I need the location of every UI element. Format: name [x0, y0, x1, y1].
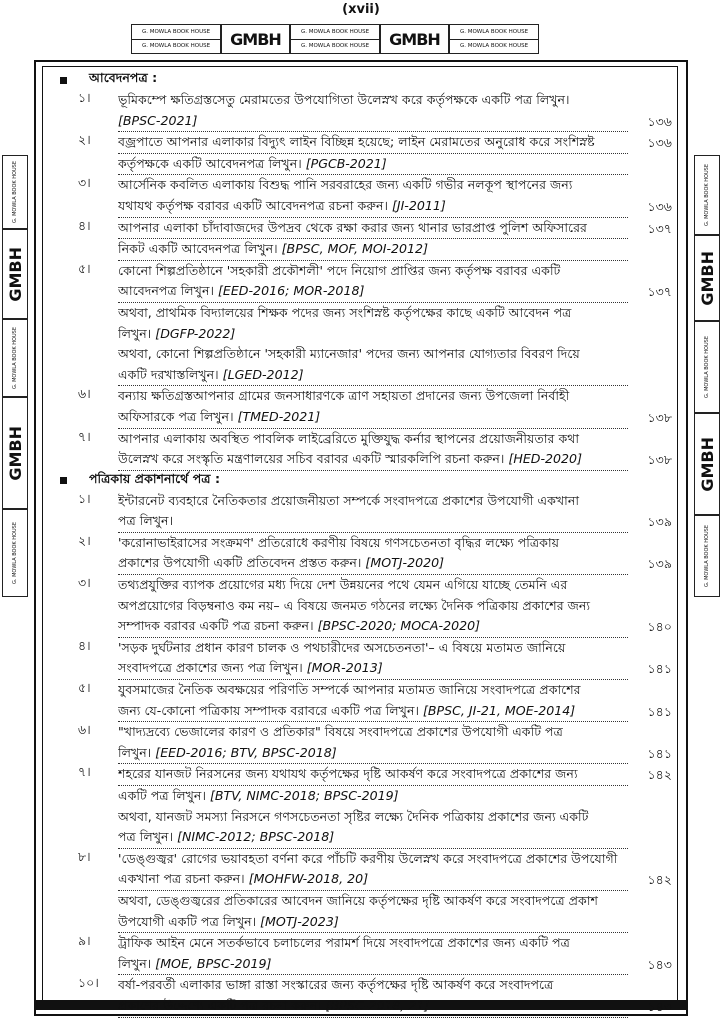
item-text-line: একখানা পত্র রচনা করুন। [MOHFW-2018, 20]	[118, 869, 628, 891]
section-heading	[54, 471, 672, 491]
page-ref: ১৪৩	[647, 998, 672, 1014]
page-ref: ১৩৯	[647, 556, 672, 572]
exam-citation: [LGED-2012]	[222, 366, 304, 382]
item-text-line: জন্য যে-কোনো পত্রিকায় সম্পাদক বরাবরে একটি পত্র লিখুন। [BPSC, JI-21, MOE-2014]	[118, 701, 628, 723]
item-text-line: সংবাদপত্রে প্রকাশের জন্য পত্র লিখুন। [MOR-2013]	[118, 658, 628, 680]
section-title: আবেদনপত্র :	[89, 70, 158, 85]
list-item	[54, 849, 672, 933]
right-brand-strip: G. MOWLA BOOK HOUSE GMBH G. MOWLA BOOK HOUSE GMBH G. MOWLA BOOK HOUSE	[694, 155, 720, 597]
item-text-line: শহরের যানজট নিরসনের জন্য যথাযথ কর্তৃপক্ষের দৃষ্টি আকর্ষণ করে সংবাদপত্রে প্রকাশের জন্য	[118, 764, 628, 786]
item-number: ১।	[78, 90, 91, 105]
item-text-line: 'করোনাভাইরাসের সংক্রমণ' প্রতিরোধে করণীয় বিষয়ে গণসচেতনতা বৃদ্ধির লক্ষ্যে পত্রিকায়	[118, 534, 560, 550]
page-number: (xvii)	[342, 2, 380, 17]
item-text-line: একটি দরখাস্তলিখুন। [LGED-2012]	[118, 365, 628, 387]
exam-citation: [BPSC-2021]	[118, 112, 198, 128]
item-text-line: উলেস্নখ করে সংস্কৃতি মন্ত্রণালয়ের সচিব বরাবর একটি স্মারকলিপি রচনা করুন। [HED-2020]	[118, 449, 628, 471]
item-text-line: বন্যায় ক্ষতিগ্রস্তআপনার গ্রামের জনসাধারণকে ত্রাণ সহায়তা প্রদানের জন্য উপজেলা নির্বাহী	[118, 388, 570, 404]
item-text-line: একটি পত্র লিখুন। [BTV, NIMC-2018; BPSC-2019]	[118, 788, 399, 803]
page-ref: ১৩৭	[647, 284, 672, 300]
brand-label-box: G. MOWLA BOOK HOUSE G. MOWLA BOOK HOUSE	[290, 24, 380, 54]
page-ref: ১৪১	[647, 745, 672, 761]
item-text-line: আর্সেনিক কবলিত এলাকায় বিশুদ্ধ পানি সরবরাহের জন্য একটি গভীর নলকূপ স্থাপনের জন্য	[118, 177, 573, 193]
list-item	[54, 533, 672, 575]
item-number: ৪।	[78, 637, 91, 653]
item-number: ২।	[78, 532, 91, 548]
item-number: ৭।	[78, 428, 91, 444]
item-text-line: উপযোগী একটি পত্র লিখুন। [MOTJ-2023]	[118, 912, 628, 934]
page-ref: ১৪৩	[647, 956, 672, 972]
exam-citation: [MOHFW-2018, 20]	[248, 871, 369, 887]
list-item	[54, 90, 672, 132]
item-text-line: লিখুন। [DGFP-2022]	[118, 325, 236, 341]
item-text-line: যুবসমাজের নৈতিক অবক্ষয়ের পরিণতি সম্পর্কে আপনার মতামত জানিয়ে সংবাদপত্রে প্রকাশের	[118, 682, 581, 698]
item-text-line: প্রকাশের উপযোগী একটি প্রতিবেদন প্রস্তত করুন। [MOTJ-2020]	[118, 553, 628, 575]
page-ref: ১৪১	[647, 661, 672, 677]
item-text-line: অথবা, যানজট সমস্যা নিরসনে গণসচেতনতা সৃষ্টির লক্ষ্যে দৈনিক পত্রিকায় প্রকাশের জন্য একটি	[118, 808, 589, 824]
exam-citation: [BPSC, MOF, MOI-2012]	[281, 241, 428, 257]
item-text-line: ভূমিকম্পে ক্ষতিগ্রস্তসেতু মেরামতের উপযোগিতা উলেস্নখ করে কর্তৃপক্ষকে একটি পত্র লিখুন।	[118, 92, 570, 107]
item-text-line: 'সড়ক দুর্ঘটনার প্রধান কারণ চালক ও পথচারীদের অসচেতনতা'– এ বিষয়ে মতামত জানিয়ে	[118, 639, 566, 655]
item-text-line: আবেদনপত্র লিখুন। [EED-2016; MOR-2018]	[118, 281, 628, 303]
list-item	[54, 218, 672, 261]
exam-citation: [MOTJ-2020]	[365, 555, 445, 571]
list-item	[54, 261, 672, 387]
item-text-line: লিখুন। [MOE, BPSC-2019]	[118, 954, 628, 976]
brand-label-box: G. MOWLA BOOK HOUSE G. MOWLA BOOK HOUSE	[449, 24, 539, 54]
item-number: ৬।	[78, 386, 91, 402]
list-item	[54, 429, 672, 471]
item-number: ৫।	[78, 260, 91, 276]
section-heading	[54, 70, 672, 90]
exam-citation: [HED-2020]	[508, 451, 582, 467]
item-text-line: অথবা, প্রাথমিক বিদ্যালয়ের শিক্ষক পদের জন্য সংশিস্নষ্ট কর্তৃপক্ষের কাছে একটি আবেদন পত্র	[118, 304, 572, 320]
item-text-line: 'ডেঙ্গুজ্বর' রোগের ভয়াবহতা বর্ণনা করে পাঁচটি করণীয় উলেস্নখ করে সংবাদপত্রে প্রকাশের উপযোগী	[118, 850, 618, 866]
list-item	[54, 386, 672, 428]
list-item	[54, 722, 672, 764]
exam-citation: [JI-2011]	[391, 197, 446, 213]
item-number: ৭।	[78, 764, 91, 780]
list-item	[54, 175, 672, 217]
item-text-line: নিকট একটি আবেদনপত্র লিখুন। [BPSC, MOF, MOI-2012]	[118, 239, 628, 261]
item-text-line: কোনো শিল্পপ্রতিষ্ঠানে 'সহকারী প্রকৌশলী' পদে নিয়োগ প্রাপ্তির জন্য কর্তৃপক্ষ বরাবর একটি	[118, 262, 561, 278]
list-item	[54, 764, 672, 848]
item-text-line: পত্র লিখুন। [NIMC-2012; BPSC-2018]	[118, 827, 628, 849]
page-ref: ১৩৮	[647, 409, 672, 425]
list-item	[54, 680, 672, 722]
page-ref: ১৪২	[647, 872, 672, 888]
item-text-line: লিখুন। [EED-2016; BTV, BPSC-2018]	[118, 743, 628, 765]
item-text-line: যথাযথ কর্তৃপক্ষ বরাবর একটি আবেদনপত্র রচনা করুন। [JI-2011]	[118, 196, 628, 218]
item-number: ৫।	[78, 680, 91, 696]
exam-citation: [BPSC, JI-21, MOE-2014]	[422, 702, 576, 718]
item-text-line: অফিসারকে পত্র লিখুন। [TMED-2021]	[118, 407, 628, 429]
list-item	[54, 638, 672, 680]
list-item	[54, 575, 672, 638]
item-number: ১।	[78, 490, 91, 506]
item-text-line: বর্ষা-পরবর্তী এলাকার ভাঙ্গা রাস্তা সংস্কারের জন্য কর্তৃপক্ষের দৃষ্টি আকর্ষণ করে সংবাদপত্রে	[118, 977, 554, 993]
brand-logo: GMBH	[221, 24, 290, 54]
list-item	[54, 933, 672, 975]
exam-citation: [BTV, NIMC-2018; BPSC-2019]	[209, 788, 399, 803]
contents-list	[54, 70, 672, 1018]
page-ref: ১৩৬	[647, 113, 672, 129]
exam-citation: [MOR-2013]	[306, 660, 383, 676]
item-text-line: আপনার এলাকায় অবস্থিত পাবলিক লাইব্রেরিতে মুক্তিযুদ্ধ কর্নার স্থাপনের প্রয়োজনীয়তার কথা	[118, 430, 580, 446]
page-ref: ১৩৮	[647, 452, 672, 468]
item-text-line: ট্রাফিক আইন মেনে সতর্কভাবে চলাচলের পরামর্শ দিয়ে সংবাদপত্রে প্রকাশের জন্য একটি পত্র	[118, 935, 570, 951]
item-text-line: কর্তৃপক্ষকে একটি আবেদনপত্র লিখুন। [PGCB-2021]	[118, 154, 628, 176]
exam-citation: [EED-2016; BTV, BPSC-2018]	[155, 744, 337, 760]
item-text-line: আপনার এলাকা চাঁদাবাজদের উপদ্রব থেকে রক্ষা করার জন্য থানার ভারপ্রাপ্ত পুলিশ অফিসারের	[118, 218, 628, 240]
exam-citation: [PGCB-2021]	[305, 155, 387, 171]
item-text-line: পত্র লিখুন।	[118, 511, 628, 533]
item-text-line: ইন্টারনেট ব্যবহারে নৈতিকতার প্রয়োজনীয়তা সম্পর্কে সংবাদপত্রে প্রকাশের উপযোগী একখানা	[118, 492, 579, 508]
item-number: ১০।	[78, 975, 99, 991]
header-brand-bar	[131, 24, 593, 54]
square-bullet-icon	[60, 477, 67, 484]
item-text-line: অপপ্রয়োগের বিড়ম্বনাও কম নয়– এ বিষয়ে জনমত গঠনের লক্ষ্যে দৈনিক পত্রিকায় প্রকাশের জন্য	[118, 597, 591, 613]
item-text-line: তথ্যপ্রযুক্তির ব্যাপক প্রয়োগের মধ্য দিয়ে দেশ উন্নয়নের পথে যেমন এগিয়ে যাচ্ছে তেমনি এর	[118, 577, 568, 593]
list-item	[54, 491, 672, 533]
exam-citation: [MOE, BPSC-2019]	[155, 955, 272, 971]
item-number: ৮।	[78, 848, 91, 864]
exam-citation: [EED-2016; MOR-2018]	[217, 283, 365, 299]
exam-citation: [BPSC-2018, 21]	[325, 997, 430, 1013]
item-text-line: "খাদ্যদ্রব্যে ভেজালের কারণ ও প্রতিকার" বিষয়ে সংবাদপত্রে প্রকাশের উপযোগী একটি পত্র	[118, 724, 563, 740]
page-ref: ১৩৭	[647, 220, 672, 236]
page-ref: ১৩৬	[647, 135, 672, 151]
exam-citation: [TMED-2021]	[237, 408, 321, 424]
exam-citation: [MOTJ-2023]	[260, 913, 339, 929]
item-text-line	[118, 111, 628, 133]
item-number: ৩।	[78, 575, 91, 591]
square-bullet-icon	[60, 77, 67, 84]
section-title: পত্রিকায় প্রকাশনার্থে পত্র :	[89, 470, 220, 486]
item-text-line: সম্পাদক বরাবর একটি পত্র রচনা করুন। [BPSC-2020; MOCA-2020]	[118, 616, 628, 638]
item-text-line: অথবা, ডেঙ্গুজ্বরের প্রতিকারের আবেদন জানিয়ে কর্তৃপক্ষের দৃষ্টি আকর্ষণ করে সংবাদপত্রে প্রকাশ	[118, 892, 598, 908]
page-ref: ১৪২	[647, 767, 672, 783]
item-text-line: অথবা, কোনো শিল্পপ্রতিষ্ঠানে 'সহকারী ম্যানেজার' পদের জন্য আপনার যোগ্যতার বিবরণ দিয়ে	[118, 346, 580, 362]
item-number: ৪।	[78, 217, 91, 233]
item-number: ৬।	[78, 722, 91, 738]
exam-citation: [NIMC-2012; BPSC-2018]	[177, 829, 335, 845]
list-item	[54, 975, 672, 1017]
page-ref: ১৪০	[647, 619, 672, 635]
page-ref: ১৩৯	[647, 514, 672, 530]
page-ref: ১৪১	[647, 703, 672, 719]
item-number: ২।	[78, 132, 91, 148]
item-text-line: প্রকাশের উদ্দেশ্যে একটি পত্র রচনা করুন। [BPSC-2018, 21]	[118, 996, 628, 1018]
item-number: ৯।	[78, 933, 91, 949]
exam-citation: [DGFP-2022]	[155, 325, 236, 341]
page-ref: ১৩৬	[647, 198, 672, 214]
brand-label-box: G. MOWLA BOOK HOUSE G. MOWLA BOOK HOUSE	[131, 24, 221, 54]
list-item	[54, 132, 672, 175]
brand-logo: GMBH	[380, 24, 449, 54]
exam-citation: [BPSC-2020; MOCA-2020]	[317, 618, 481, 634]
item-text-line: বজ্রপাতে আপনার এলাকার বিদ্যুৎ লাইন বিচ্ছিন্ন হয়েছে; লাইন মেরামতের অনুরোধ করে সংশিস্নষ্ট	[118, 132, 628, 154]
left-brand-strip: G. MOWLA BOOK HOUSE GMBH G. MOWLA BOOK HOUSE GMBH G. MOWLA BOOK HOUSE	[2, 155, 28, 597]
item-number: ৩।	[78, 175, 91, 191]
